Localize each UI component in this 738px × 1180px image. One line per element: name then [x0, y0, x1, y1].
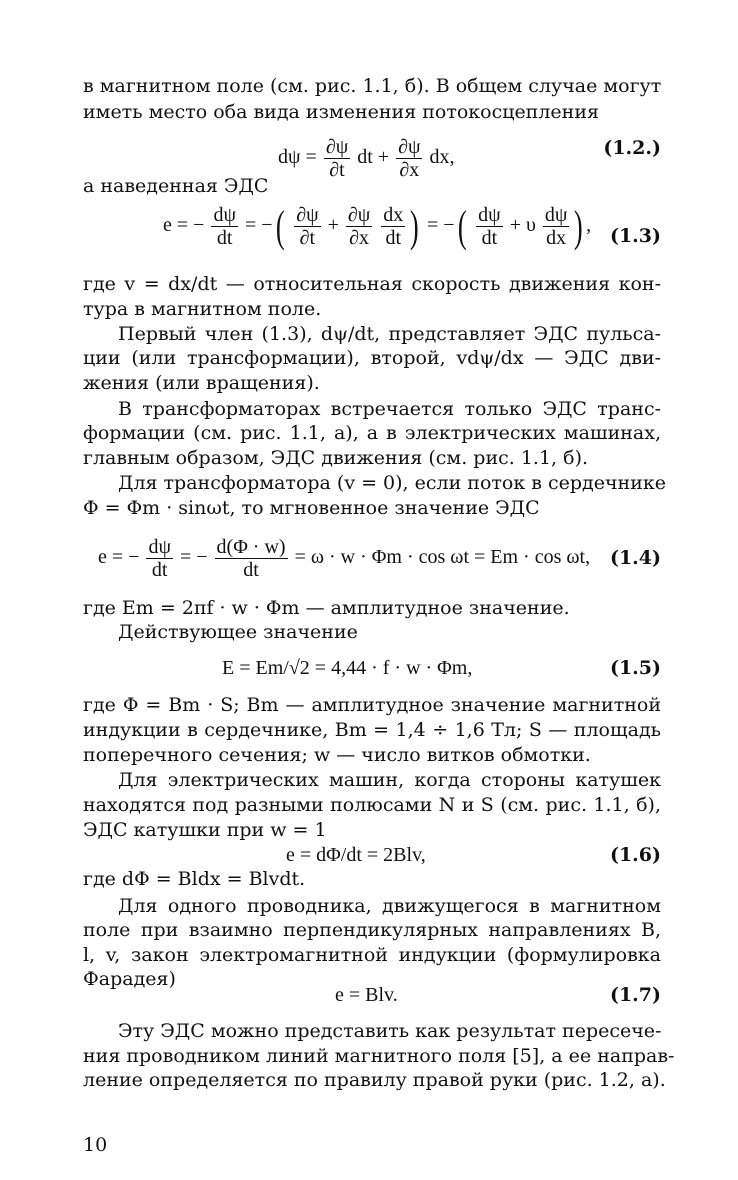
eq-part: dx, — [429, 146, 455, 169]
eq-part: = − — [244, 214, 273, 237]
text-line: где Φ = Bm · S; Bm — амплитудное значение магнитной — [83, 694, 661, 716]
text-line: Эту ЭДС можно представить как результат пересече- — [118, 1020, 662, 1042]
text-line: находятся под разными полюсами N и S (см. рис. 1.1, б), — [83, 794, 661, 816]
text-line: ЭДС катушки при w = 1 — [83, 819, 327, 841]
equation-1-5: E = Em/√2 = 4,44 · f · w · Φm, — [222, 657, 473, 679]
paren-right: ) — [410, 201, 420, 251]
equation-1-3 — [163, 201, 592, 251]
text-line: l, v, закон электромагнитной индукции (формулировка — [83, 944, 661, 966]
equation-number: (1.3) — [609, 225, 661, 247]
eq-part: e = − — [98, 546, 140, 569]
text-line: формации (см. рис. 1.1, а), а в электрических машинах, — [83, 422, 661, 444]
text-line: Для одного проводника, движущегося в магнитном — [118, 895, 661, 917]
equation-number: (1.5) — [609, 657, 661, 679]
text-line: главным образом, ЭДС движения (см. рис. 1.1, б). — [83, 447, 589, 469]
frac-num: dψ — [148, 536, 171, 558]
fraction — [211, 204, 238, 249]
frac-num: dx — [383, 204, 404, 226]
equation-number: (1.6) — [609, 844, 661, 866]
text-line: а наведенная ЭДС — [83, 175, 269, 197]
frac-den: dt — [216, 227, 233, 249]
text-line: Первый член (1.3), dψ/dt, представляет ЭДС пульса- — [118, 323, 661, 345]
fraction — [381, 204, 405, 249]
paren-left: ( — [457, 201, 467, 251]
frac-den: dt — [151, 559, 168, 581]
frac-den: ∂x — [399, 159, 420, 181]
fraction — [215, 536, 288, 581]
paren-right: ) — [574, 201, 584, 251]
eq-part: , — [586, 214, 592, 237]
frac-den: ∂x — [349, 227, 370, 249]
text-line: Для электрических машин, когда стороны катушек — [118, 769, 661, 791]
text-line: Фарадея) — [83, 968, 176, 990]
frac-num: dψ — [544, 204, 568, 226]
frac-den: dt — [481, 227, 498, 249]
frac-num: d(Φ · w) — [216, 536, 286, 558]
text-line: В трансформаторах встречается только ЭДС транс- — [118, 398, 661, 420]
frac-num: dψ — [478, 204, 501, 226]
text-line: ление определяется по правилу правой руки (рис. 1.2, а). — [83, 1069, 666, 1091]
text-line: жения (или вращения). — [83, 372, 320, 394]
equation-1-6: e = dΦ/dt = 2Blv, — [286, 844, 426, 866]
eq-part: = ω · w · Φm · cos ωt = Em · cos ωt, — [294, 546, 591, 569]
eq-part: e = − — [163, 214, 205, 237]
text-line: где v = dx/dt — относительная скорость движения кон- — [83, 273, 661, 295]
equation-number: (1.2.) — [603, 137, 661, 159]
text-line: тура в магнитном поле. — [83, 298, 322, 320]
fraction — [346, 204, 372, 249]
text-line: ции (или трансформации), второй, vdψ/dx — ЭДС дви- — [83, 347, 661, 369]
frac-num: dψ — [213, 204, 236, 226]
eq-part: dt + — [357, 146, 390, 169]
frac-num: ∂ψ — [325, 136, 349, 158]
eq-part: + υ — [509, 214, 536, 237]
text-line: ния проводником линий магнитного поля [5], а ее направ- — [83, 1045, 675, 1067]
frac-num: ∂ψ — [347, 204, 371, 226]
frac-num: ∂ψ — [296, 204, 319, 226]
page-number: 10 — [83, 1134, 108, 1156]
eq-part: dψ = — [278, 146, 317, 169]
fraction — [543, 204, 570, 249]
equation-number: (1.7) — [609, 984, 661, 1006]
paren-left: ( — [275, 201, 285, 251]
eq-part: = − — [179, 546, 208, 569]
eq-part: + — [327, 214, 339, 237]
frac-den: dx — [546, 227, 567, 249]
text-line: Φ = Φm · sinωt, то мгновенное значение ЭДС — [83, 497, 540, 519]
fraction — [294, 204, 320, 249]
equation-number: (1.4) — [609, 547, 661, 569]
text-line: Для трансформатора (v = 0), если поток в сердечнике — [118, 472, 666, 494]
frac-den: ∂t — [299, 227, 316, 249]
frac-den: dt — [243, 559, 259, 581]
text-line: Действующее значение — [118, 621, 358, 643]
text-line: поле при взаимно перпендикулярных направлениях B, — [83, 919, 661, 941]
text-line: поперечного сечения; w — число витков обмотки. — [83, 744, 591, 766]
equation-1-4 — [98, 536, 590, 581]
equation-1-7: e = Blv. — [335, 984, 398, 1006]
text-line: где dΦ = Bldx = Blvdt. — [83, 868, 306, 890]
text-line: в магнитном поле (см. рис. 1.1, б). В общем случае могут — [83, 75, 662, 97]
frac-den: ∂t — [329, 159, 345, 181]
eq-part: = − — [426, 214, 455, 237]
fraction — [476, 204, 503, 249]
frac-num: ∂ψ — [398, 136, 421, 158]
text-line: иметь место оба вида изменения потокосцепления — [83, 101, 599, 123]
fraction — [146, 536, 173, 581]
frac-den: dt — [385, 227, 402, 249]
text-line: где Em = 2πf · w · Φm — амплитудное значение. — [83, 597, 570, 619]
text-line: индукции в сердечнике, Bm = 1,4 ÷ 1,6 Тл; S — площадь — [83, 719, 661, 741]
